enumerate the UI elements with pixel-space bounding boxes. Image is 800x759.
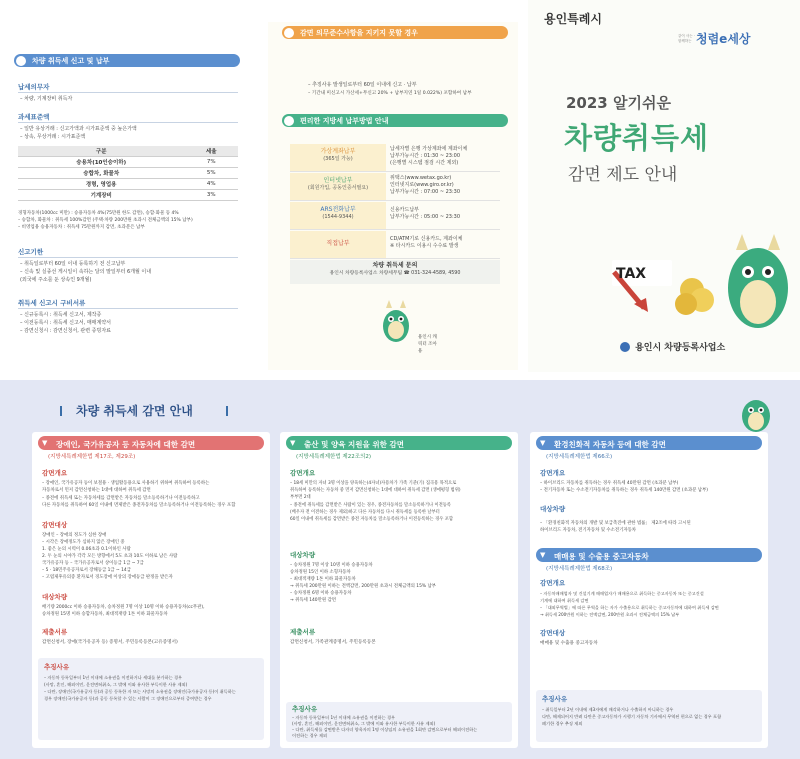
- method-sub: (1544-9344): [322, 214, 354, 220]
- footer-logo-icon: [620, 342, 630, 352]
- section-header-payment-label: 편리한 지방세 납부방법 안내: [300, 117, 389, 125]
- payment-methods-table: [290, 144, 500, 264]
- footer-text: 용인시 차량등록사업소: [635, 343, 726, 353]
- recapture-title: 추징사유: [44, 663, 70, 671]
- column-disabled: ▼ 장애인, 국가유공자 등 자동차에 대한 감면 (지방세특례제한법 제17조, 제29조) 감면개요 – 장애인, 국가유공자 등이 보철용 · 생업활동용으로 사용하기 위하여 취득하여 등록하는 자동차로서 먼저 감면신청하는 1대에 대하여 취득세 감면 – 종전에 취득세 또는 자동차세를 감면받은 자동차를 말소등록하거나 이전등록하고 다른 자동차를 취득하여 60일 이내에 면제받은 종전자동차를 말소등록하거나 이전등록하는 경우 포함 감면대상 장애인 – 장애의 정도가 심한 장애 – 시각은 장애정도가 심하지 않은 장애인 중 1. 좋은 눈의 시력이 0.06초과 0.1이하인 사람 2. 두 눈의 시야가 각각 모든 방향에서 5도 초과 10도 이하로 남은 사람 국가유공자 등 – 국가유공자로서 상이등급 1급 ~ 7급 – 5 · 18민주유공자로서 장해등급 1급 ~ 14급 – 고엽제후유의증 환자로서 경도장애 이상의 장애등급 판정을 받은자 대상차량 배기량 2000cc 이하 승용자동차, 승차정원 7명 이상 10명 이하 승용자동차(cc무관), 승차정원 15명 이하 승합자동차, 최대적재량 1톤 이하 화물자동차 제출서류 감면신청서, 장애(국가유공자 등) 증명서, 주민등록등본(고유증명서) 추징사유 – 자동차 등록일부터 1년 이내에 소유권을 이전하거나 세대를 분가하는 경우 (사망, 혼인, 해외이민, 운전면허취소, 그 밖에 이와 유사한 부득이한 사유 제외) – 다만, 장애인(국가유공자 등)과 공동 등록한 자 또는 사망의 소유권을 장애인(국가유공자 등)이 취득하는 경우 장애인(국가유공자 등)과 공동 등록할 수 있는 사람이 그 장애인으로부터 증여받는 경우: [32, 432, 270, 748]
- column-subtitle: (지방세특례제한법 제22조의2): [296, 454, 371, 460]
- method-name: 가상계좌납부: [320, 148, 356, 155]
- overview-title: 감면개요: [540, 469, 566, 477]
- standard-title: 과세표준액: [18, 113, 50, 121]
- taxpayer-body: – 차량, 기계장비 취득자: [20, 96, 73, 102]
- bottom-banner: [60, 402, 260, 420]
- target-title: 대상차량: [290, 551, 316, 559]
- docs-title: 제출서류: [290, 628, 316, 636]
- triangle-icon: ▼: [290, 439, 296, 447]
- recapture-box: 추징사유 – 자동차 등록일부터 1년 이내에 소유권을 이전하는 경우 (사망, 혼인, 해외이민, 운전면허취소, 그 밖에 이와 유사한 부득이한 사유 제외) – 다만, 취득세를 감면받은 다자녀 양육자의 1명 이상임의 소유권을 1회만 감면으로부터 해외이전하는 이전하는 경우 제외: [286, 702, 512, 742]
- tax-label: TAX: [616, 266, 647, 282]
- section-header-penalty-label: 감면 의무준수사항을 지키지 못할 경우: [300, 29, 418, 37]
- column-subtitle: (지방세특례제한법 제17조, 제29조): [48, 454, 136, 460]
- penalty-line: – 추징사유 발생일로부터 60일 이내에 신고 · 납부: [308, 82, 417, 88]
- table-row: 기계장비 3%: [18, 190, 238, 201]
- table-row: 승용차(10인승이하) 7%: [18, 157, 238, 168]
- cover-footer: [620, 336, 725, 355]
- mascot-image: [376, 294, 416, 346]
- slogan-small: 같이 사는 · 함께하는: [678, 34, 695, 43]
- table-header: 세율: [184, 146, 238, 157]
- vehicle-title: 대상차량: [42, 593, 68, 601]
- method-name: ARS전화납부: [320, 206, 356, 213]
- mascot-caption: 용인시 캐릭터 조아용: [418, 335, 437, 354]
- target-title: 대상차량: [540, 505, 566, 513]
- target-title: 감면대상: [42, 521, 68, 529]
- triangle-icon: ▼: [540, 439, 546, 447]
- panel-cover: [528, 0, 800, 372]
- section-header-report: [14, 54, 240, 67]
- panel-payment-methods: [268, 22, 518, 370]
- standard-line: – 상속, 무상거래 : 시가표준액: [20, 134, 86, 140]
- method-name: 직접납부: [326, 240, 350, 247]
- logo: [544, 8, 602, 27]
- column-header: ▼ 출산 및 양육 지원을 위한 감면: [286, 436, 512, 450]
- column-eco: ▼ 환경친화적 자동차 등에 대한 감면 (지방세특례제한법 제66조) 감면개요 – 하이브리드 자동차를 취득하는 경우 취득세 40만원 감면 (초과분 납부) – 전기자동차 또는 수소전기자동차를 취득하는 경우 취득세 140만원 감면 (초과분 납부) 대상차량 – 「환경친화적 자동차의 개발 및 보급촉진에 관한 법률」 제2조에 따라 고시된 하이브리드 자동차, 전기자동차 및 수소전기자동차 ▼ 매매용 및 수출용 중고자동차 (지방세특례제한법 제68조) 감면개요 – 자동차매매업자 및 건설기계 매매업자가 매매용으로 취득하는 중고자동차 또는 중고건설 기계에 대하여 취득세 감면 – 「대외무역법」에 따른 무역을 하는 자가 수출용으로 취득하는 중고자동차에 대하여 취득세 감면 → 취득세 200만원 이하는 전액감면, 200만원 초과시 전체금액의 15% 납부 감면대상 매매용 및 수출용 중고자동차 추징사유 – 취득일부터 2년 이내에 제3자에게 매각하거나 수출하지 아니하는 경우 다만, 해제되어지 반려 다만은 중고자동차가 시행기 자동차 기사에서 무역된 편으로 없는 경우 포함 폐기한 경우 추징 제외: [530, 432, 768, 748]
- taxpayer-title: 납세의무자: [18, 83, 50, 91]
- method-name: 인터넷납부: [323, 177, 353, 184]
- table-header: 구분: [18, 146, 184, 157]
- section-header-payment: [282, 114, 508, 127]
- docs-line: – 신규등록시 : 취득세 신고서, 제작증: [20, 312, 102, 318]
- deadline-line: – 신속 및 실종선 게시일이 속하는 달의 말일부터 6개월 이내: [20, 269, 152, 275]
- overview-title: 감면개요: [290, 469, 316, 477]
- standard-line: – 일반 유상거래 : 신고가액과 시가표준액 중 높은가액: [20, 126, 137, 132]
- logo-text: 용인특례시: [544, 12, 602, 26]
- target2-title: 감면대상: [540, 629, 566, 637]
- method-row: 직접납부 CD/ATM기로 신용카드, 계좌이체 ※ 타시카드 이용시 수수료 발생: [290, 231, 500, 259]
- column-header-trade: ▼ 매매용 및 수출용 중고자동차: [536, 548, 762, 562]
- overview-title: 감면개요: [42, 469, 68, 477]
- section-header-penalty: [282, 26, 508, 39]
- deadline-line: – 취득일로부터 60일 이내 등록하기 전 신고납부: [20, 261, 126, 267]
- docs-title: 취득세 신고시 구비서류: [18, 299, 86, 307]
- note-line: 경형자동차(1000cc 미만) : 승용자동차 4%(75만원 한도 감면), 승합·화물 등 4%: [18, 211, 179, 216]
- contact-box: [290, 260, 500, 284]
- table-row: 경형, 영업용 4%: [18, 179, 238, 190]
- column-subtitle-trade: (지방세특례제한법 제68조): [546, 566, 613, 572]
- column-header: ▼ 장애인, 국가유공자 등 자동차에 대한 감면: [38, 436, 264, 450]
- recapture-box: 추징사유 – 취득일부터 2년 이내에 제3자에게 매각하거나 수출하지 아니하는 경우 다만, 해제되어지 반려 다만은 중고자동차가 시행기 자동차 기사에서 무역된 편으로 없는 경우 포함 폐기한 경우 추징 제외: [536, 690, 762, 742]
- title-big: 차량취득세: [564, 121, 710, 155]
- deadline-line: (외국에 주소를 둔 상속인 9개월): [20, 277, 92, 283]
- method-sub: (365일 가능): [323, 156, 353, 162]
- title-small: 2023 알기쉬운: [566, 94, 671, 112]
- bottom-banner-title: 차량 취득세 감면 안내: [76, 404, 193, 418]
- panel-tax-report: [8, 44, 248, 344]
- penalty-line: – 기간내 미신고시 가산세+무신고 20% + 납부지연 1일 0.022%) 포함하여 납부: [308, 91, 472, 96]
- docs-title: 제출서류: [42, 628, 68, 636]
- recapture-title: 추징사유: [542, 695, 568, 703]
- column-header: ▼ 환경친화적 자동차 등에 대한 감면: [536, 436, 762, 450]
- title-sub: 감면 제도 안내: [568, 165, 678, 185]
- triangle-icon: ▼: [540, 551, 546, 559]
- deadline-title: 신고기한: [18, 248, 44, 256]
- method-row: 가상계좌납부 (365일 가능) 납세자별 은행 가상계좌에 계좌이체 납부가능시간 : 01:30 ~ 23:00 (은행별 시스템 점검 시간 제외): [290, 144, 500, 172]
- docs-line: – 감면신청시 : 감면신청서, 관련 증빙자료: [20, 328, 112, 334]
- tax-rate-table: [18, 146, 238, 201]
- table-row: 승합차, 화물차 5%: [18, 168, 238, 179]
- contact-title: 차량 취득세 문의: [372, 262, 418, 269]
- overview2-title: 감면개요: [540, 579, 566, 587]
- method-row: ARS전화납부 (1544-9344) 신용카드납부 납부가능시간 : 05:00 ~ 23:30: [290, 202, 500, 230]
- docs-line: – 이전등록시 : 취득세 신고서, 매매계약서: [20, 320, 112, 326]
- method-row: 인터넷납부 (회원가입, 공동인증서필요) 위택스(www.wetax.go.kr) 인터넷지로(www.giro.or.kr) 납부가능시간 : 07:00 ~ 23:30: [290, 173, 500, 201]
- contact-body: 용인시 차량등록사업소 차량세무팀 ☎ 031-324-4589, 4590: [329, 271, 461, 276]
- bottom-mascot-image: [736, 390, 776, 434]
- recapture-box: 추징사유 – 자동차 등록일부터 1년 이내에 소유권을 이전하거나 세대를 분가하는 경우 (사망, 혼인, 해외이민, 운전면허취소, 그 밖에 이와 유사한 부득이한 사유 제외) – 다만, 장애인(국가유공자 등)과 공동 등록한 자 또는 사망의 소유권을 장애인(국가유공자 등)이 취득하는 경우 장애인(국가유공자 등)과 공동 등록할 수 있는 사람이 그 장애인으로부터 증여받는 경우: [38, 658, 264, 740]
- section-header-report-label: 차량 취득세 신고 및 납부: [32, 57, 110, 65]
- note-line: – 비영업용 승용자동차 : 취득세 75만원까지 감면, 초과분은 납부: [18, 225, 145, 230]
- column-childcare: ▼ 출산 및 양육 지원을 위한 감면 (지방세특례제한법 제22조의2) 감면개요 – 18세 미만의 자녀 3명 이상을 양육하는(4자녀)자용차가 가족 기준(기) 집곡용 목적으로 취득하여 등록하는 자동차 중 먼저 감면신청하는 1대에 대하여 취득세 감면 (생애평형 범위) 부부면 2대 – 종전에 취득세를 감면받은 사람이 있는 경우, 종전자동차를 말소등록하거나 이전등록 (배우자 전 이전하는 경우 제외)하고 다른 자동차를 다시 취득세를 등록한 날부터 60일 이내에 취득세를 감면받은 종전 자동차를 말소등록하거나 이전등록하는 경우 포함 대상차량 – 승차정원 7명 이상 10명 이하 승용자동차 승차정원 15인 이하 소형자동차 – 최대적재량 1톤 이하 화물자동차 → 취득세 200만원 이하는 전액감면, 200만원 초과시 전체금액의 15% 납부 – 승차정원 6명 이하 승용자동차 → 취득세 140만원 감면 제출서류 감면신청서, 가족관계증명서, 주민등록등본 추징사유 – 자동차 등록일부터 1년 이내에 소유권을 이전하는 경우 (사망, 혼인, 해외이민, 운전면허취소, 그 밖에 이와 유사한 부득이한 사유 제외) – 다만, 취득세를 감면받은 다자녀 양육자의 1명 이상임의 소유권을 1회만 감면으로부터 해외이전하는 이전하는 경우 제외: [280, 432, 518, 748]
- method-sub: (회원가입, 공동인증서필요): [307, 185, 369, 191]
- recapture-title: 추징사유: [292, 705, 318, 713]
- slogan: 청렴e세상: [696, 32, 751, 46]
- note-line: – 승합차, 화물차 : 취득세 100%감면 (주택·차량 200만원 초과시 전체금액의 15% 납부): [18, 218, 193, 223]
- column-subtitle: (지방세특례제한법 제66조): [546, 454, 613, 460]
- triangle-icon: ▼: [42, 439, 48, 447]
